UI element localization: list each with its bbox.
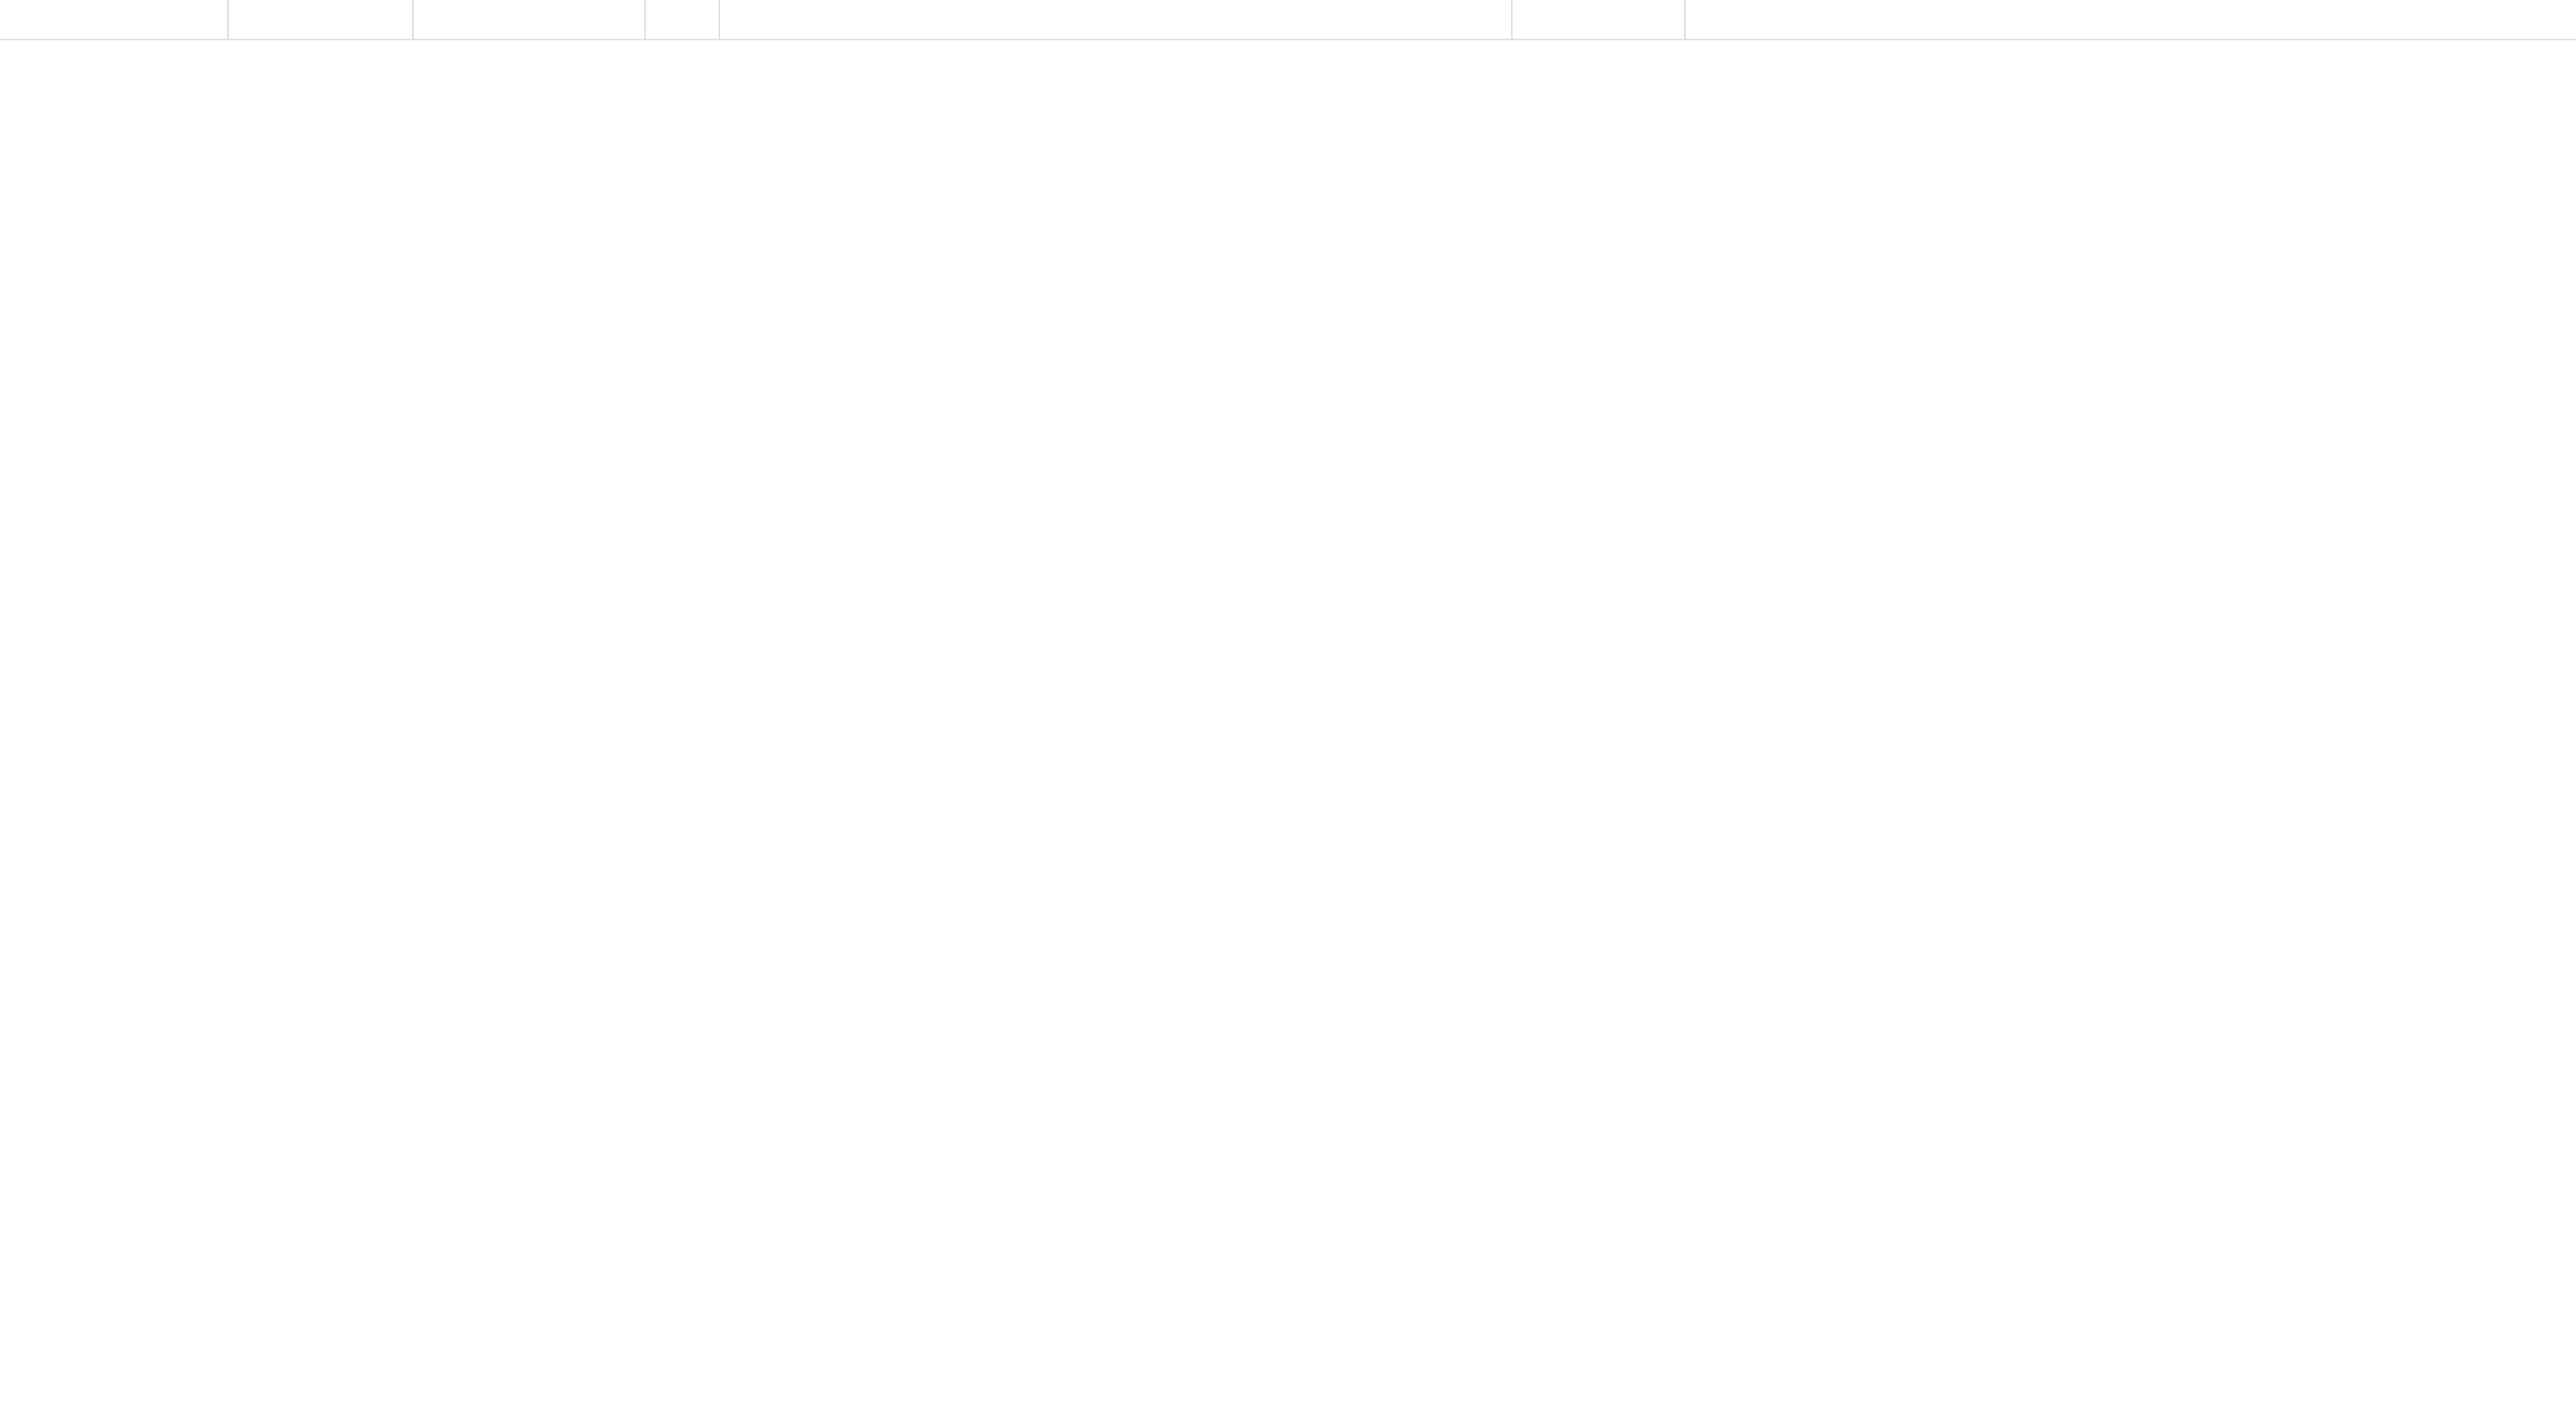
empty-row: [0, 0, 2576, 40]
